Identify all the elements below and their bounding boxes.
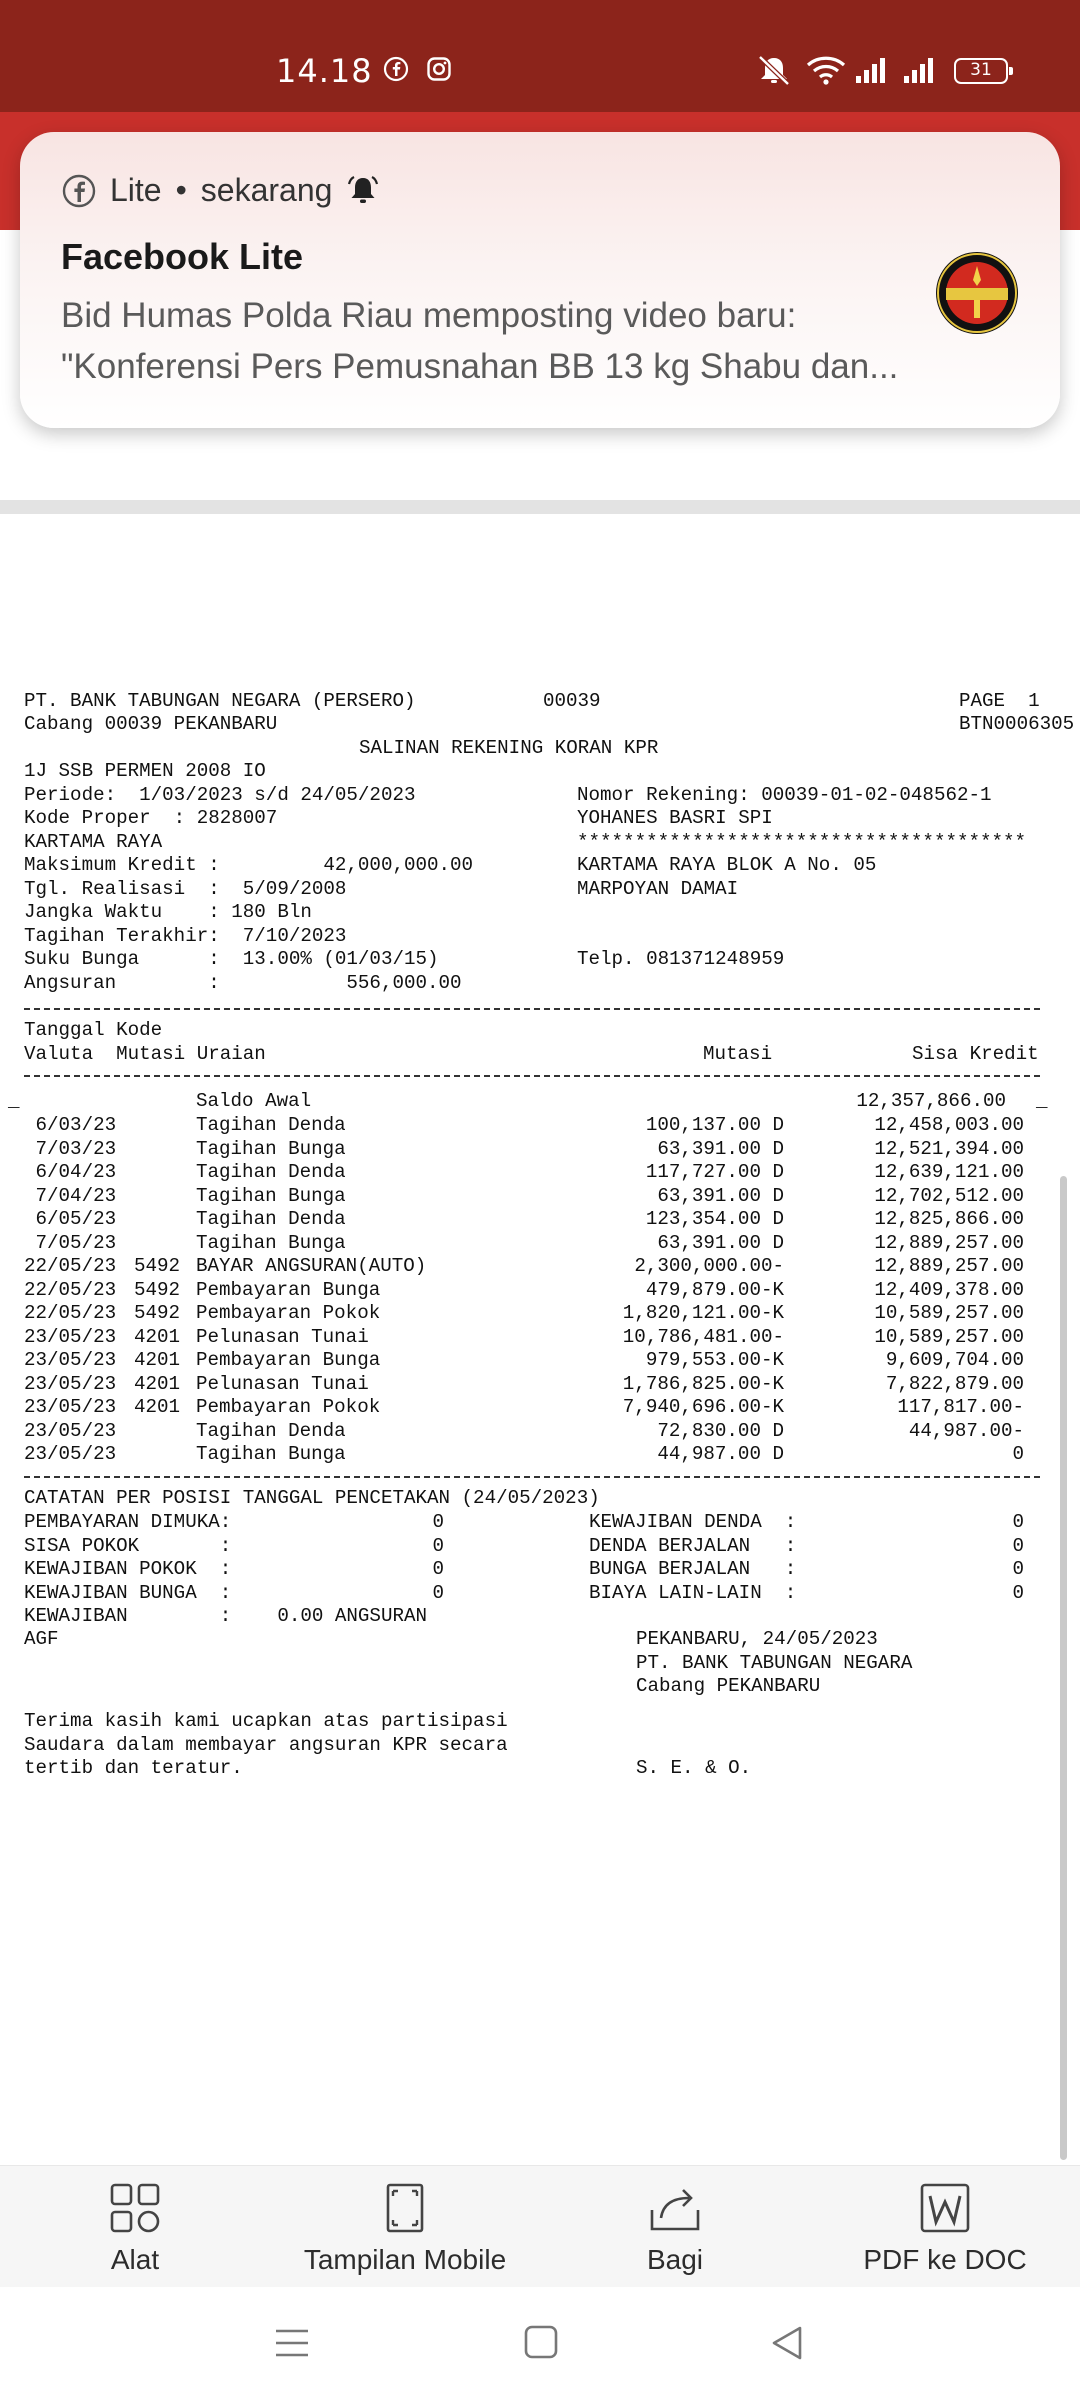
summary-label: KEWAJIBAN BUNGA : <box>24 1581 232 1604</box>
tx-mutasi: 63,391.00 D <box>657 1231 784 1254</box>
tx-sisa-kredit: 44,987.00- <box>908 1419 1024 1442</box>
dashed-rule <box>24 1476 1040 1478</box>
notification-title: Facebook Lite <box>61 236 304 277</box>
tx-sisa-kredit: 12,702,512.00 <box>874 1184 1024 1207</box>
back-icon[interactable] <box>770 2325 804 2361</box>
battery-indicator: 31 <box>954 58 1008 84</box>
maksimum-kredit: Maksimum Kredit : 42,000,000.00 <box>24 854 474 876</box>
summary-label: BIAYA LAIN-LAIN : <box>589 1581 797 1604</box>
stars-line: *************************************** <box>577 831 1027 853</box>
tx-date: 23/05/23 <box>24 1349 117 1371</box>
dashed-rule <box>24 1008 1040 1010</box>
tx-sisa-kredit: 7,822,879.00 <box>885 1372 1024 1395</box>
tgl-realisasi: Tgl. Realisasi : 5/09/2008 <box>24 878 347 900</box>
signal-icon <box>902 56 938 84</box>
signal-icon <box>854 56 890 84</box>
tx-date: 6/05/23 <box>24 1208 117 1230</box>
tx-mutasi: 123,354.00 D <box>645 1208 784 1230</box>
signature-branch: Cabang PEKANBARU <box>636 1675 821 1697</box>
tx-code: 4201 <box>134 1396 181 1418</box>
tx-description: BAYAR ANGSURAN(AUTO) <box>196 1255 427 1277</box>
agf: AGF <box>24 1628 59 1650</box>
tx-description: Tagihan Bunga <box>196 1137 346 1160</box>
mobile-view-button[interactable] <box>290 2182 520 2276</box>
tx-description: Pembayaran Pokok <box>196 1396 381 1418</box>
tx-code: 4201 <box>134 1325 181 1348</box>
column-header-mutasi: Mutasi <box>703 1043 773 1065</box>
tx-description: Tagihan Bunga <box>196 1231 346 1254</box>
tx-description: Pembayaran Pokok <box>196 1302 381 1324</box>
tx-sisa-kredit: 12,889,257.00 <box>874 1255 1024 1277</box>
pdf-to-doc-button[interactable] <box>860 2182 1030 2276</box>
tx-mutasi: 63,391.00 D <box>657 1137 784 1160</box>
product: 1J SSB PERMEN 2008 IO <box>24 760 266 782</box>
share-button[interactable] <box>620 2182 730 2276</box>
thanks-line: tertib dan teratur. <box>24 1757 243 1779</box>
mobile-view-label: Tampilan Mobile <box>303 2244 507 2275</box>
tx-date: 22/05/23 <box>24 1278 117 1301</box>
pdf-to-doc-label: PDF ke DOC <box>863 2244 1027 2275</box>
thanks-line: Terima kasih kami ucapkan atas partisipasi <box>24 1710 508 1732</box>
tx-date: 23/05/23 <box>24 1443 117 1465</box>
thanks-line: Saudara dalam membayar angsuran KPR secara <box>24 1734 508 1756</box>
tx-mutasi: 44,987.00 D <box>657 1443 784 1465</box>
tools-label: Alat <box>110 2244 160 2275</box>
wifi-icon <box>806 54 846 86</box>
column-header-sisa: Sisa Kredit <box>912 1043 1039 1065</box>
bell-icon <box>346 174 380 208</box>
police-logo-icon <box>936 252 1018 334</box>
address-line: KARTAMA RAYA BLOK A No. 05 <box>577 854 877 876</box>
tx-description: Tagihan Bunga <box>196 1443 346 1465</box>
account-number: Nomor Rekening: 00039-01-02-048562-1 <box>577 784 992 806</box>
saldo-awal-label: Saldo Awal <box>196 1090 312 1112</box>
tx-sisa-kredit: 10,589,257.00 <box>874 1325 1024 1348</box>
summary-label: SISA POKOK : <box>24 1534 232 1557</box>
tx-description: Pembayaran Bunga <box>196 1349 381 1371</box>
customer-name: YOHANES BASRI SPI <box>577 807 773 829</box>
scrollbar[interactable] <box>1060 1176 1067 2160</box>
branch: Cabang 00039 PEKANBARU <box>24 713 278 735</box>
jangka-waktu: Jangka Waktu : 180 Bln <box>24 901 312 923</box>
tx-mutasi: 7,940,696.00-K <box>622 1396 784 1418</box>
signature-bank: PT. BANK TABUNGAN NEGARA <box>636 1652 913 1674</box>
document-heading: SALINAN REKENING KORAN KPR <box>359 737 659 759</box>
tx-description: Tagihan Bunga <box>196 1184 346 1207</box>
kode-proper: Kode Proper : 2828007 <box>24 807 278 829</box>
tx-sisa-kredit: 12,889,257.00 <box>874 1231 1024 1254</box>
notification-time: sekarang <box>200 172 333 208</box>
tx-description: Pelunasan Tunai <box>196 1325 369 1348</box>
periode: Periode: 1/03/2023 s/d 24/05/2023 <box>24 784 416 806</box>
summary-value: 0 <box>1012 1581 1024 1604</box>
tx-description: Tagihan Denda <box>196 1114 346 1136</box>
summary-label: KEWAJIBAN POKOK : <box>24 1558 232 1580</box>
kewajiban-line: KEWAJIBAN : 0.00 ANGSURAN <box>24 1605 428 1627</box>
separator-dot: • <box>175 172 187 208</box>
menu-icon[interactable] <box>274 2327 310 2359</box>
summary-value: 0 <box>1012 1558 1024 1580</box>
place-date: PEKANBARU, 24/05/2023 <box>636 1628 878 1650</box>
summary-label: BUNGA BERJALAN : <box>589 1558 797 1580</box>
notification-card[interactable] <box>20 132 1060 428</box>
system-nav-bar <box>0 2287 1080 2400</box>
tx-date: 23/05/23 <box>24 1325 117 1348</box>
facebook-icon <box>383 56 409 82</box>
telephone: Telp. 081371248959 <box>577 948 785 970</box>
share-icon <box>649 2182 701 2234</box>
mute-icon <box>754 54 794 86</box>
kartama: KARTAMA RAYA <box>24 831 163 853</box>
tools-button[interactable] <box>80 2182 190 2276</box>
tx-date: 23/05/23 <box>24 1396 117 1418</box>
tx-mutasi: 63,391.00 D <box>657 1184 784 1207</box>
tx-description: Pelunasan Tunai <box>196 1372 369 1395</box>
tx-date: 7/05/23 <box>24 1231 117 1254</box>
tx-description: Tagihan Denda <box>196 1161 346 1183</box>
share-label: Bagi <box>646 2244 704 2275</box>
tx-date: 22/05/23 <box>24 1255 117 1277</box>
tx-mutasi: 1,786,825.00-K <box>622 1372 784 1395</box>
bottom-toolbar <box>0 2165 1080 2287</box>
document-code: BTN0006305 <box>959 713 1075 735</box>
saldo-awal-value: 12,357,866.00 <box>856 1090 1006 1112</box>
dashed-rule <box>24 1075 1040 1077</box>
tx-sisa-kredit: 0 <box>1012 1443 1024 1465</box>
tx-date: 22/05/23 <box>24 1302 117 1324</box>
divider <box>0 500 1080 514</box>
tx-date: 7/03/23 <box>24 1137 117 1160</box>
tx-sisa-kredit: 12,639,121.00 <box>874 1161 1024 1183</box>
tx-sisa-kredit: 12,521,394.00 <box>874 1137 1024 1160</box>
margin-mark: _ <box>1036 1090 1048 1112</box>
tx-code: 5492 <box>134 1302 181 1324</box>
tx-sisa-kredit: 9,609,704.00 <box>885 1349 1024 1371</box>
tx-mutasi: 117,727.00 D <box>645 1161 784 1183</box>
seo-note: S. E. & O. <box>636 1757 752 1779</box>
tx-code: 4201 <box>134 1349 181 1371</box>
tx-sisa-kredit: 12,458,003.00 <box>874 1114 1024 1136</box>
tx-date: 6/04/23 <box>24 1161 117 1183</box>
column-header: Valuta Mutasi Uraian <box>24 1043 266 1065</box>
summary-value: 0 <box>432 1558 444 1580</box>
tx-sisa-kredit: 12,825,866.00 <box>874 1208 1024 1230</box>
tx-date: 7/04/23 <box>24 1184 117 1207</box>
summary-value: 0 <box>1012 1511 1024 1533</box>
notification-app: Lite <box>110 172 162 208</box>
angsuran: Angsuran : 556,000.00 <box>24 972 462 994</box>
margin-mark: _ <box>8 1090 20 1112</box>
tx-sisa-kredit: 12,409,378.00 <box>874 1278 1024 1301</box>
summary-value: 0 <box>432 1511 444 1533</box>
tx-code: 5492 <box>134 1255 181 1277</box>
tx-mutasi: 100,137.00 D <box>645 1114 784 1136</box>
tagihan-terakhir: Tagihan Terakhir: 7/10/2023 <box>24 925 347 947</box>
notification-header <box>62 172 380 209</box>
bank-name: PT. BANK TABUNGAN NEGARA (PERSERO) <box>24 690 416 712</box>
facebook-icon <box>62 174 96 208</box>
mobile-view-icon <box>379 2182 431 2234</box>
catatan-title: CATATAN PER POSISI TANGGAL PENCETAKAN (24/05/2023) <box>24 1487 600 1509</box>
tx-sisa-kredit: 10,589,257.00 <box>874 1302 1024 1324</box>
tx-description: Tagihan Denda <box>196 1208 346 1230</box>
notification-body-line: Bid Humas Polda Riau memposting video baru: <box>61 296 797 335</box>
tx-mutasi: 1,820,121.00-K <box>622 1302 784 1324</box>
word-doc-icon <box>919 2182 971 2234</box>
home-icon[interactable] <box>524 2325 558 2359</box>
summary-value: 0 <box>1012 1534 1024 1557</box>
tx-mutasi: 979,553.00-K <box>645 1349 784 1371</box>
tx-date: 23/05/23 <box>24 1419 117 1442</box>
grid-icon <box>109 2182 161 2234</box>
page-avatar <box>936 252 1018 334</box>
notification-body <box>61 290 941 392</box>
tx-date: 6/03/23 <box>24 1114 117 1136</box>
tx-mutasi: 2,300,000.00- <box>634 1255 784 1277</box>
tx-description: Tagihan Denda <box>196 1419 346 1442</box>
tx-mutasi: 479,879.00-K <box>645 1278 784 1301</box>
summary-value: 0 <box>432 1581 444 1604</box>
notification-body-line: "Konferensi Pers Pemusnahan BB 13 kg Shabu dan... <box>61 347 899 386</box>
column-header: Tanggal Kode <box>24 1019 163 1041</box>
instagram-icon <box>426 56 452 82</box>
summary-label: KEWAJIBAN DENDA : <box>589 1511 797 1533</box>
tx-description: Pembayaran Bunga <box>196 1278 381 1301</box>
tx-sisa-kredit: 117,817.00- <box>897 1396 1024 1418</box>
tx-mutasi: 72,830.00 D <box>657 1419 784 1442</box>
tx-code: 4201 <box>134 1372 181 1395</box>
status-bar <box>0 0 1080 112</box>
tx-mutasi: 10,786,481.00- <box>622 1325 784 1348</box>
suku-bunga: Suku Bunga : 13.00% (01/03/15) <box>24 948 439 970</box>
summary-label: DENDA BERJALAN : <box>589 1534 797 1557</box>
tx-date: 23/05/23 <box>24 1372 117 1395</box>
clock: 14.18 <box>276 52 373 90</box>
bank-code: 00039 <box>543 690 601 712</box>
address-line: MARPOYAN DAMAI <box>577 878 739 900</box>
tx-code: 5492 <box>134 1278 181 1301</box>
page-number: PAGE 1 <box>959 690 1040 712</box>
summary-label: PEMBAYARAN DIMUKA: <box>24 1511 232 1533</box>
summary-value: 0 <box>432 1534 444 1557</box>
